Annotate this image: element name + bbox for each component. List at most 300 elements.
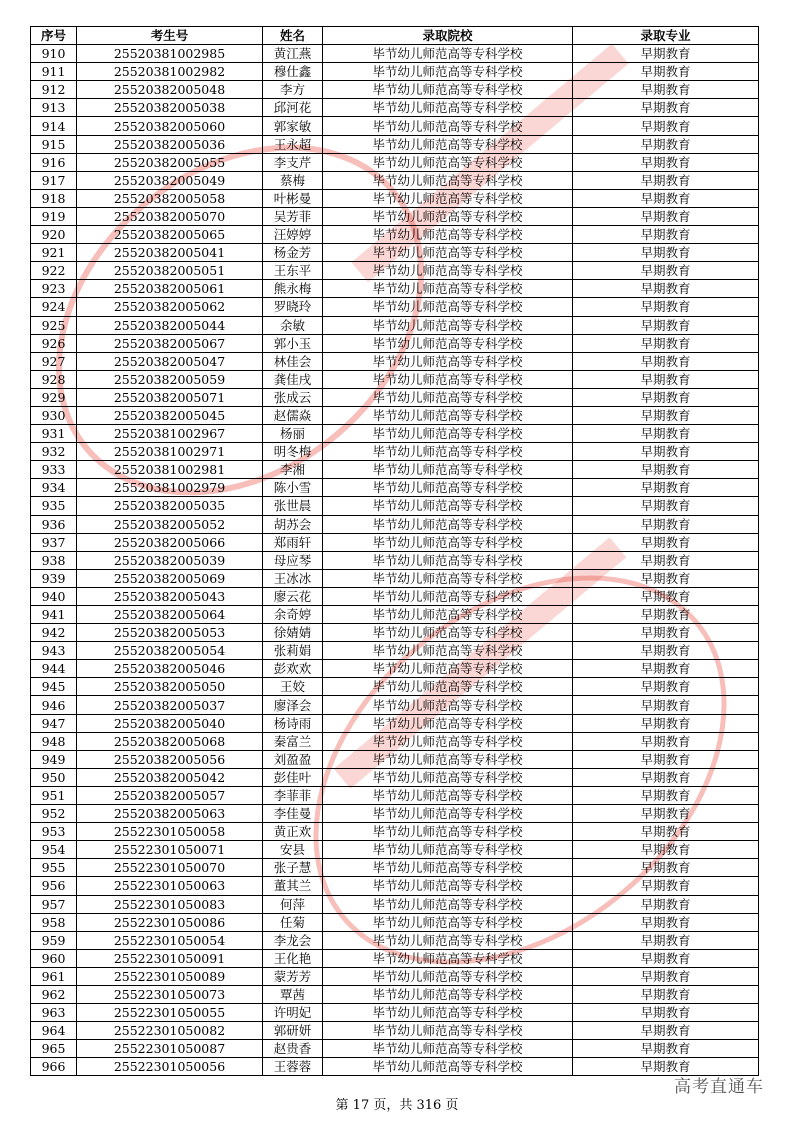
cell-seq: 959 <box>31 931 77 949</box>
cell-exam-id: 25522301050054 <box>77 931 263 949</box>
cell-school: 毕节幼儿师范高等专科学校 <box>323 244 573 262</box>
cell-seq: 914 <box>31 117 77 135</box>
cell-major: 早期教育 <box>573 207 759 225</box>
cell-major: 早期教育 <box>573 877 759 895</box>
cell-major: 早期教育 <box>573 569 759 587</box>
cell-exam-id: 25520382005064 <box>77 606 263 624</box>
cell-school: 毕节幼儿师范高等专科学校 <box>323 859 573 877</box>
cell-name: 汪婷婷 <box>263 226 323 244</box>
cell-name: 林佳会 <box>263 352 323 370</box>
cell-school: 毕节幼儿师范高等专科学校 <box>323 587 573 605</box>
cell-name: 李佳曼 <box>263 805 323 823</box>
table-row <box>31 352 759 370</box>
cell-name: 王冰冰 <box>263 569 323 587</box>
table-row <box>31 587 759 605</box>
cell-major: 早期教育 <box>573 153 759 171</box>
cell-major: 早期教育 <box>573 171 759 189</box>
cell-seq: 910 <box>31 45 77 63</box>
table-row <box>31 696 759 714</box>
table-row <box>31 642 759 660</box>
cell-seq: 948 <box>31 732 77 750</box>
cell-exam-id: 25522301050083 <box>77 895 263 913</box>
cell-major: 早期教育 <box>573 823 759 841</box>
cell-seq: 923 <box>31 280 77 298</box>
cell-exam-id: 25522301050071 <box>77 841 263 859</box>
cell-seq: 947 <box>31 714 77 732</box>
cell-major: 早期教育 <box>573 859 759 877</box>
cell-exam-id: 25520382005055 <box>77 153 263 171</box>
admission-table <box>30 26 759 1076</box>
cell-seq: 944 <box>31 660 77 678</box>
table-row <box>31 895 759 913</box>
cell-name: 郑雨轩 <box>263 533 323 551</box>
cell-seq: 934 <box>31 479 77 497</box>
cell-name: 杨金芳 <box>263 244 323 262</box>
cell-school: 毕节幼儿师范高等专科学校 <box>323 823 573 841</box>
cell-major: 早期教育 <box>573 750 759 768</box>
cell-name: 罗晓玲 <box>263 298 323 316</box>
cell-exam-id: 25520381002979 <box>77 479 263 497</box>
cell-major: 早期教育 <box>573 660 759 678</box>
cell-seq: 921 <box>31 244 77 262</box>
cell-name: 徐婧婧 <box>263 624 323 642</box>
table-row <box>31 388 759 406</box>
cell-exam-id: 25520382005050 <box>77 678 263 696</box>
table-row <box>31 768 759 786</box>
cell-seq: 965 <box>31 1040 77 1058</box>
cell-exam-id: 25520382005051 <box>77 262 263 280</box>
table-row <box>31 931 759 949</box>
cell-exam-id: 25520382005065 <box>77 226 263 244</box>
cell-seq: 932 <box>31 443 77 461</box>
table-row <box>31 316 759 334</box>
cell-seq: 956 <box>31 877 77 895</box>
cell-school: 毕节幼儿师范高等专科学校 <box>323 678 573 696</box>
cell-seq: 928 <box>31 370 77 388</box>
cell-exam-id: 25520382005071 <box>77 388 263 406</box>
cell-name: 母应琴 <box>263 551 323 569</box>
cell-major: 早期教育 <box>573 298 759 316</box>
cell-major: 早期教育 <box>573 370 759 388</box>
cell-major: 早期教育 <box>573 786 759 804</box>
cell-seq: 931 <box>31 425 77 443</box>
table-row <box>31 877 759 895</box>
cell-name: 彭欢欢 <box>263 660 323 678</box>
cell-major: 早期教育 <box>573 316 759 334</box>
cell-major: 早期教育 <box>573 714 759 732</box>
cell-school: 毕节幼儿师范高等专科学校 <box>323 1040 573 1058</box>
cell-name: 王蓉蓉 <box>263 1058 323 1076</box>
table-row <box>31 841 759 859</box>
header-seq: 序号 <box>31 27 77 45</box>
table-row <box>31 189 759 207</box>
cell-seq: 949 <box>31 750 77 768</box>
cell-exam-id: 25520381002981 <box>77 461 263 479</box>
cell-major: 早期教育 <box>573 642 759 660</box>
cell-school: 毕节幼儿师范高等专科学校 <box>323 479 573 497</box>
table-row <box>31 117 759 135</box>
cell-seq: 912 <box>31 81 77 99</box>
cell-exam-id: 25522301050087 <box>77 1040 263 1058</box>
table-row <box>31 497 759 515</box>
cell-name: 李湘 <box>263 461 323 479</box>
cell-major: 早期教育 <box>573 1022 759 1040</box>
cell-seq: 927 <box>31 352 77 370</box>
table-row <box>31 515 759 533</box>
cell-exam-id: 25520382005056 <box>77 750 263 768</box>
cell-name: 余敏 <box>263 316 323 334</box>
cell-name: 李支芹 <box>263 153 323 171</box>
page-footer: 第 17 页，共 316 页 <box>335 1098 459 1113</box>
cell-major: 早期教育 <box>573 280 759 298</box>
cell-exam-id: 25522301050073 <box>77 985 263 1003</box>
cell-seq: 945 <box>31 678 77 696</box>
cell-major: 早期教育 <box>573 949 759 967</box>
cell-exam-id: 25520382005061 <box>77 280 263 298</box>
cell-name: 穆仕鑫 <box>263 63 323 81</box>
cell-exam-id: 25520382005036 <box>77 135 263 153</box>
cell-school: 毕节幼儿师范高等专科学校 <box>323 443 573 461</box>
cell-major: 早期教育 <box>573 606 759 624</box>
cell-exam-id: 25520382005054 <box>77 642 263 660</box>
cell-major: 早期教育 <box>573 334 759 352</box>
cell-name: 蒙芳芳 <box>263 967 323 985</box>
cell-seq: 929 <box>31 388 77 406</box>
cell-seq: 918 <box>31 189 77 207</box>
cell-exam-id: 25520382005039 <box>77 551 263 569</box>
cell-exam-id: 25520381002967 <box>77 425 263 443</box>
cell-school: 毕节幼儿师范高等专科学校 <box>323 1022 573 1040</box>
cell-exam-id: 25520382005043 <box>77 587 263 605</box>
cell-major: 早期教育 <box>573 63 759 81</box>
cell-name: 邱河花 <box>263 99 323 117</box>
cell-exam-id: 25522301050058 <box>77 823 263 841</box>
table-row <box>31 967 759 985</box>
cell-major: 早期教育 <box>573 189 759 207</box>
cell-major: 早期教育 <box>573 805 759 823</box>
cell-exam-id: 25520382005038 <box>77 99 263 117</box>
table-row <box>31 660 759 678</box>
cell-school: 毕节幼儿师范高等专科学校 <box>323 895 573 913</box>
cell-school: 毕节幼儿师范高等专科学校 <box>323 153 573 171</box>
cell-name: 许明妃 <box>263 1004 323 1022</box>
cell-name: 张成云 <box>263 388 323 406</box>
cell-school: 毕节幼儿师范高等专科学校 <box>323 533 573 551</box>
cell-major: 早期教育 <box>573 841 759 859</box>
cell-school: 毕节幼儿师范高等专科学校 <box>323 226 573 244</box>
table-row <box>31 244 759 262</box>
cell-school: 毕节幼儿师范高等专科学校 <box>323 370 573 388</box>
cell-school: 毕节幼儿师范高等专科学校 <box>323 352 573 370</box>
cell-exam-id: 25520382005047 <box>77 352 263 370</box>
cell-major: 早期教育 <box>573 696 759 714</box>
cell-exam-id: 25520382005058 <box>77 189 263 207</box>
cell-name: 王永超 <box>263 135 323 153</box>
cell-school: 毕节幼儿师范高等专科学校 <box>323 99 573 117</box>
cell-exam-id: 25520382005041 <box>77 244 263 262</box>
cell-major: 早期教育 <box>573 533 759 551</box>
cell-seq: 925 <box>31 316 77 334</box>
cell-major: 早期教育 <box>573 497 759 515</box>
cell-exam-id: 25520382005044 <box>77 316 263 334</box>
cell-school: 毕节幼儿师范高等专科学校 <box>323 642 573 660</box>
cell-exam-id: 25522301050070 <box>77 859 263 877</box>
cell-major: 早期教育 <box>573 226 759 244</box>
cell-school: 毕节幼儿师范高等专科学校 <box>323 732 573 750</box>
cell-major: 早期教育 <box>573 99 759 117</box>
cell-exam-id: 25520382005040 <box>77 714 263 732</box>
cell-name: 黄江燕 <box>263 45 323 63</box>
table-row <box>31 786 759 804</box>
cell-seq: 935 <box>31 497 77 515</box>
cell-school: 毕节幼儿师范高等专科学校 <box>323 714 573 732</box>
cell-name: 蔡梅 <box>263 171 323 189</box>
cell-seq: 953 <box>31 823 77 841</box>
cell-exam-id: 25520382005063 <box>77 805 263 823</box>
table-row <box>31 1040 759 1058</box>
cell-major: 早期教育 <box>573 551 759 569</box>
cell-major: 早期教育 <box>573 406 759 424</box>
cell-name: 王姣 <box>263 678 323 696</box>
cell-school: 毕节幼儿师范高等专科学校 <box>323 515 573 533</box>
table-row <box>31 262 759 280</box>
cell-school: 毕节幼儿师范高等专科学校 <box>323 606 573 624</box>
table-row <box>31 859 759 877</box>
cell-name: 李方 <box>263 81 323 99</box>
cell-seq: 958 <box>31 913 77 931</box>
cell-exam-id: 25520382005068 <box>77 732 263 750</box>
cell-name: 余奇婷 <box>263 606 323 624</box>
cell-school: 毕节幼儿师范高等专科学校 <box>323 81 573 99</box>
cell-major: 早期教育 <box>573 913 759 931</box>
cell-exam-id: 25520382005062 <box>77 298 263 316</box>
table-row <box>31 1004 759 1022</box>
cell-seq: 950 <box>31 768 77 786</box>
cell-exam-id: 25520382005046 <box>77 660 263 678</box>
cell-school: 毕节幼儿师范高等专科学校 <box>323 280 573 298</box>
cell-seq: 962 <box>31 985 77 1003</box>
cell-school: 毕节幼儿师范高等专科学校 <box>323 461 573 479</box>
cell-name: 王化艳 <box>263 949 323 967</box>
cell-school: 毕节幼儿师范高等专科学校 <box>323 207 573 225</box>
table-row <box>31 949 759 967</box>
brand-watermark: 高考直通车 <box>674 1077 764 1097</box>
table-row <box>31 750 759 768</box>
table-row <box>31 732 759 750</box>
cell-name: 何萍 <box>263 895 323 913</box>
cell-name: 李菲菲 <box>263 786 323 804</box>
cell-school: 毕节幼儿师范高等专科学校 <box>323 298 573 316</box>
cell-exam-id: 25522301050056 <box>77 1058 263 1076</box>
cell-school: 毕节幼儿师范高等专科学校 <box>323 1004 573 1022</box>
cell-name: 覃茜 <box>263 985 323 1003</box>
table-row <box>31 99 759 117</box>
table-row <box>31 153 759 171</box>
cell-seq: 917 <box>31 171 77 189</box>
cell-seq: 919 <box>31 207 77 225</box>
cell-school: 毕节幼儿师范高等专科学校 <box>323 569 573 587</box>
cell-exam-id: 25520382005048 <box>77 81 263 99</box>
cell-seq: 922 <box>31 262 77 280</box>
cell-seq: 955 <box>31 859 77 877</box>
cell-school: 毕节幼儿师范高等专科学校 <box>323 985 573 1003</box>
cell-seq: 930 <box>31 406 77 424</box>
cell-exam-id: 25520381002971 <box>77 443 263 461</box>
cell-seq: 933 <box>31 461 77 479</box>
header-name: 姓名 <box>263 27 323 45</box>
cell-major: 早期教育 <box>573 352 759 370</box>
cell-name: 廖云花 <box>263 587 323 605</box>
cell-exam-id: 25520382005045 <box>77 406 263 424</box>
cell-seq: 946 <box>31 696 77 714</box>
cell-school: 毕节幼儿师范高等专科学校 <box>323 262 573 280</box>
cell-exam-id: 25520382005070 <box>77 207 263 225</box>
table-row <box>31 298 759 316</box>
cell-major: 早期教育 <box>573 895 759 913</box>
cell-school: 毕节幼儿师范高等专科学校 <box>323 768 573 786</box>
cell-name: 杨诗雨 <box>263 714 323 732</box>
table-row <box>31 805 759 823</box>
cell-school: 毕节幼儿师范高等专科学校 <box>323 388 573 406</box>
table-header-row <box>31 27 759 45</box>
cell-name: 赵贵香 <box>263 1040 323 1058</box>
cell-exam-id: 25520382005053 <box>77 624 263 642</box>
table-row <box>31 551 759 569</box>
table-row <box>31 171 759 189</box>
cell-name: 熊永梅 <box>263 280 323 298</box>
cell-school: 毕节幼儿师范高等专科学校 <box>323 805 573 823</box>
cell-seq: 951 <box>31 786 77 804</box>
cell-major: 早期教育 <box>573 244 759 262</box>
table-row <box>31 63 759 81</box>
table-row <box>31 226 759 244</box>
cell-school: 毕节幼儿师范高等专科学校 <box>323 877 573 895</box>
cell-major: 早期教育 <box>573 443 759 461</box>
table-row <box>31 533 759 551</box>
cell-exam-id: 25522301050063 <box>77 877 263 895</box>
cell-seq: 960 <box>31 949 77 967</box>
cell-exam-id: 25522301050091 <box>77 949 263 967</box>
cell-seq: 941 <box>31 606 77 624</box>
cell-school: 毕节幼儿师范高等专科学校 <box>323 189 573 207</box>
header-school: 录取院校 <box>323 27 573 45</box>
cell-name: 赵儒焱 <box>263 406 323 424</box>
header-exam-id: 考生号 <box>77 27 263 45</box>
cell-seq: 939 <box>31 569 77 587</box>
cell-seq: 964 <box>31 1022 77 1040</box>
table-body <box>31 45 759 1076</box>
cell-name: 王东平 <box>263 262 323 280</box>
cell-school: 毕节幼儿师范高等专科学校 <box>323 949 573 967</box>
cell-seq: 938 <box>31 551 77 569</box>
cell-major: 早期教育 <box>573 587 759 605</box>
cell-name: 秦富兰 <box>263 732 323 750</box>
cell-name: 胡苏会 <box>263 515 323 533</box>
cell-major: 早期教育 <box>573 388 759 406</box>
cell-exam-id: 25520382005042 <box>77 768 263 786</box>
cell-school: 毕节幼儿师范高等专科学校 <box>323 334 573 352</box>
cell-seq: 911 <box>31 63 77 81</box>
table-row <box>31 823 759 841</box>
table-row <box>31 461 759 479</box>
cell-name: 刘盈盈 <box>263 750 323 768</box>
cell-school: 毕节幼儿师范高等专科学校 <box>323 931 573 949</box>
table-row <box>31 624 759 642</box>
cell-name: 龚佳戌 <box>263 370 323 388</box>
table-row <box>31 569 759 587</box>
cell-seq: 924 <box>31 298 77 316</box>
cell-major: 早期教育 <box>573 1058 759 1076</box>
cell-exam-id: 25520382005060 <box>77 117 263 135</box>
cell-name: 陈小雪 <box>263 479 323 497</box>
cell-name: 郭家敏 <box>263 117 323 135</box>
cell-name: 吴芳菲 <box>263 207 323 225</box>
cell-school: 毕节幼儿师范高等专科学校 <box>323 117 573 135</box>
table-row <box>31 1022 759 1040</box>
cell-school: 毕节幼儿师范高等专科学校 <box>323 551 573 569</box>
cell-major: 早期教育 <box>573 732 759 750</box>
cell-exam-id: 25520382005035 <box>77 497 263 515</box>
cell-major: 早期教育 <box>573 678 759 696</box>
cell-seq: 926 <box>31 334 77 352</box>
cell-school: 毕节幼儿师范高等专科学校 <box>323 913 573 931</box>
cell-school: 毕节幼儿师范高等专科学校 <box>323 696 573 714</box>
cell-exam-id: 25520381002982 <box>77 63 263 81</box>
cell-school: 毕节幼儿师范高等专科学校 <box>323 171 573 189</box>
cell-name: 张世晨 <box>263 497 323 515</box>
cell-name: 张子慧 <box>263 859 323 877</box>
table-row <box>31 479 759 497</box>
cell-exam-id: 25520382005037 <box>77 696 263 714</box>
cell-major: 早期教育 <box>573 81 759 99</box>
table-row <box>31 81 759 99</box>
cell-exam-id: 25522301050089 <box>77 967 263 985</box>
cell-exam-id: 25522301050082 <box>77 1022 263 1040</box>
cell-major: 早期教育 <box>573 1004 759 1022</box>
cell-school: 毕节幼儿师范高等专科学校 <box>323 406 573 424</box>
cell-major: 早期教育 <box>573 967 759 985</box>
cell-seq: 915 <box>31 135 77 153</box>
cell-exam-id: 25520382005057 <box>77 786 263 804</box>
cell-school: 毕节幼儿师范高等专科学校 <box>323 624 573 642</box>
table-row <box>31 714 759 732</box>
cell-name: 董其兰 <box>263 877 323 895</box>
cell-school: 毕节幼儿师范高等专科学校 <box>323 135 573 153</box>
table-row <box>31 334 759 352</box>
cell-major: 早期教育 <box>573 624 759 642</box>
cell-exam-id: 25520382005059 <box>77 370 263 388</box>
cell-name: 杨丽 <box>263 425 323 443</box>
cell-major: 早期教育 <box>573 117 759 135</box>
cell-major: 早期教育 <box>573 425 759 443</box>
cell-seq: 936 <box>31 515 77 533</box>
cell-name: 李龙会 <box>263 931 323 949</box>
cell-name: 明冬梅 <box>263 443 323 461</box>
cell-seq: 913 <box>31 99 77 117</box>
cell-name: 郭研妍 <box>263 1022 323 1040</box>
table-row <box>31 443 759 461</box>
table-row <box>31 606 759 624</box>
table-row <box>31 135 759 153</box>
cell-major: 早期教育 <box>573 461 759 479</box>
cell-major: 早期教育 <box>573 931 759 949</box>
cell-seq: 920 <box>31 226 77 244</box>
cell-seq: 942 <box>31 624 77 642</box>
cell-exam-id: 25522301050055 <box>77 1004 263 1022</box>
cell-school: 毕节幼儿师范高等专科学校 <box>323 841 573 859</box>
cell-major: 早期教育 <box>573 985 759 1003</box>
cell-school: 毕节幼儿师范高等专科学校 <box>323 425 573 443</box>
